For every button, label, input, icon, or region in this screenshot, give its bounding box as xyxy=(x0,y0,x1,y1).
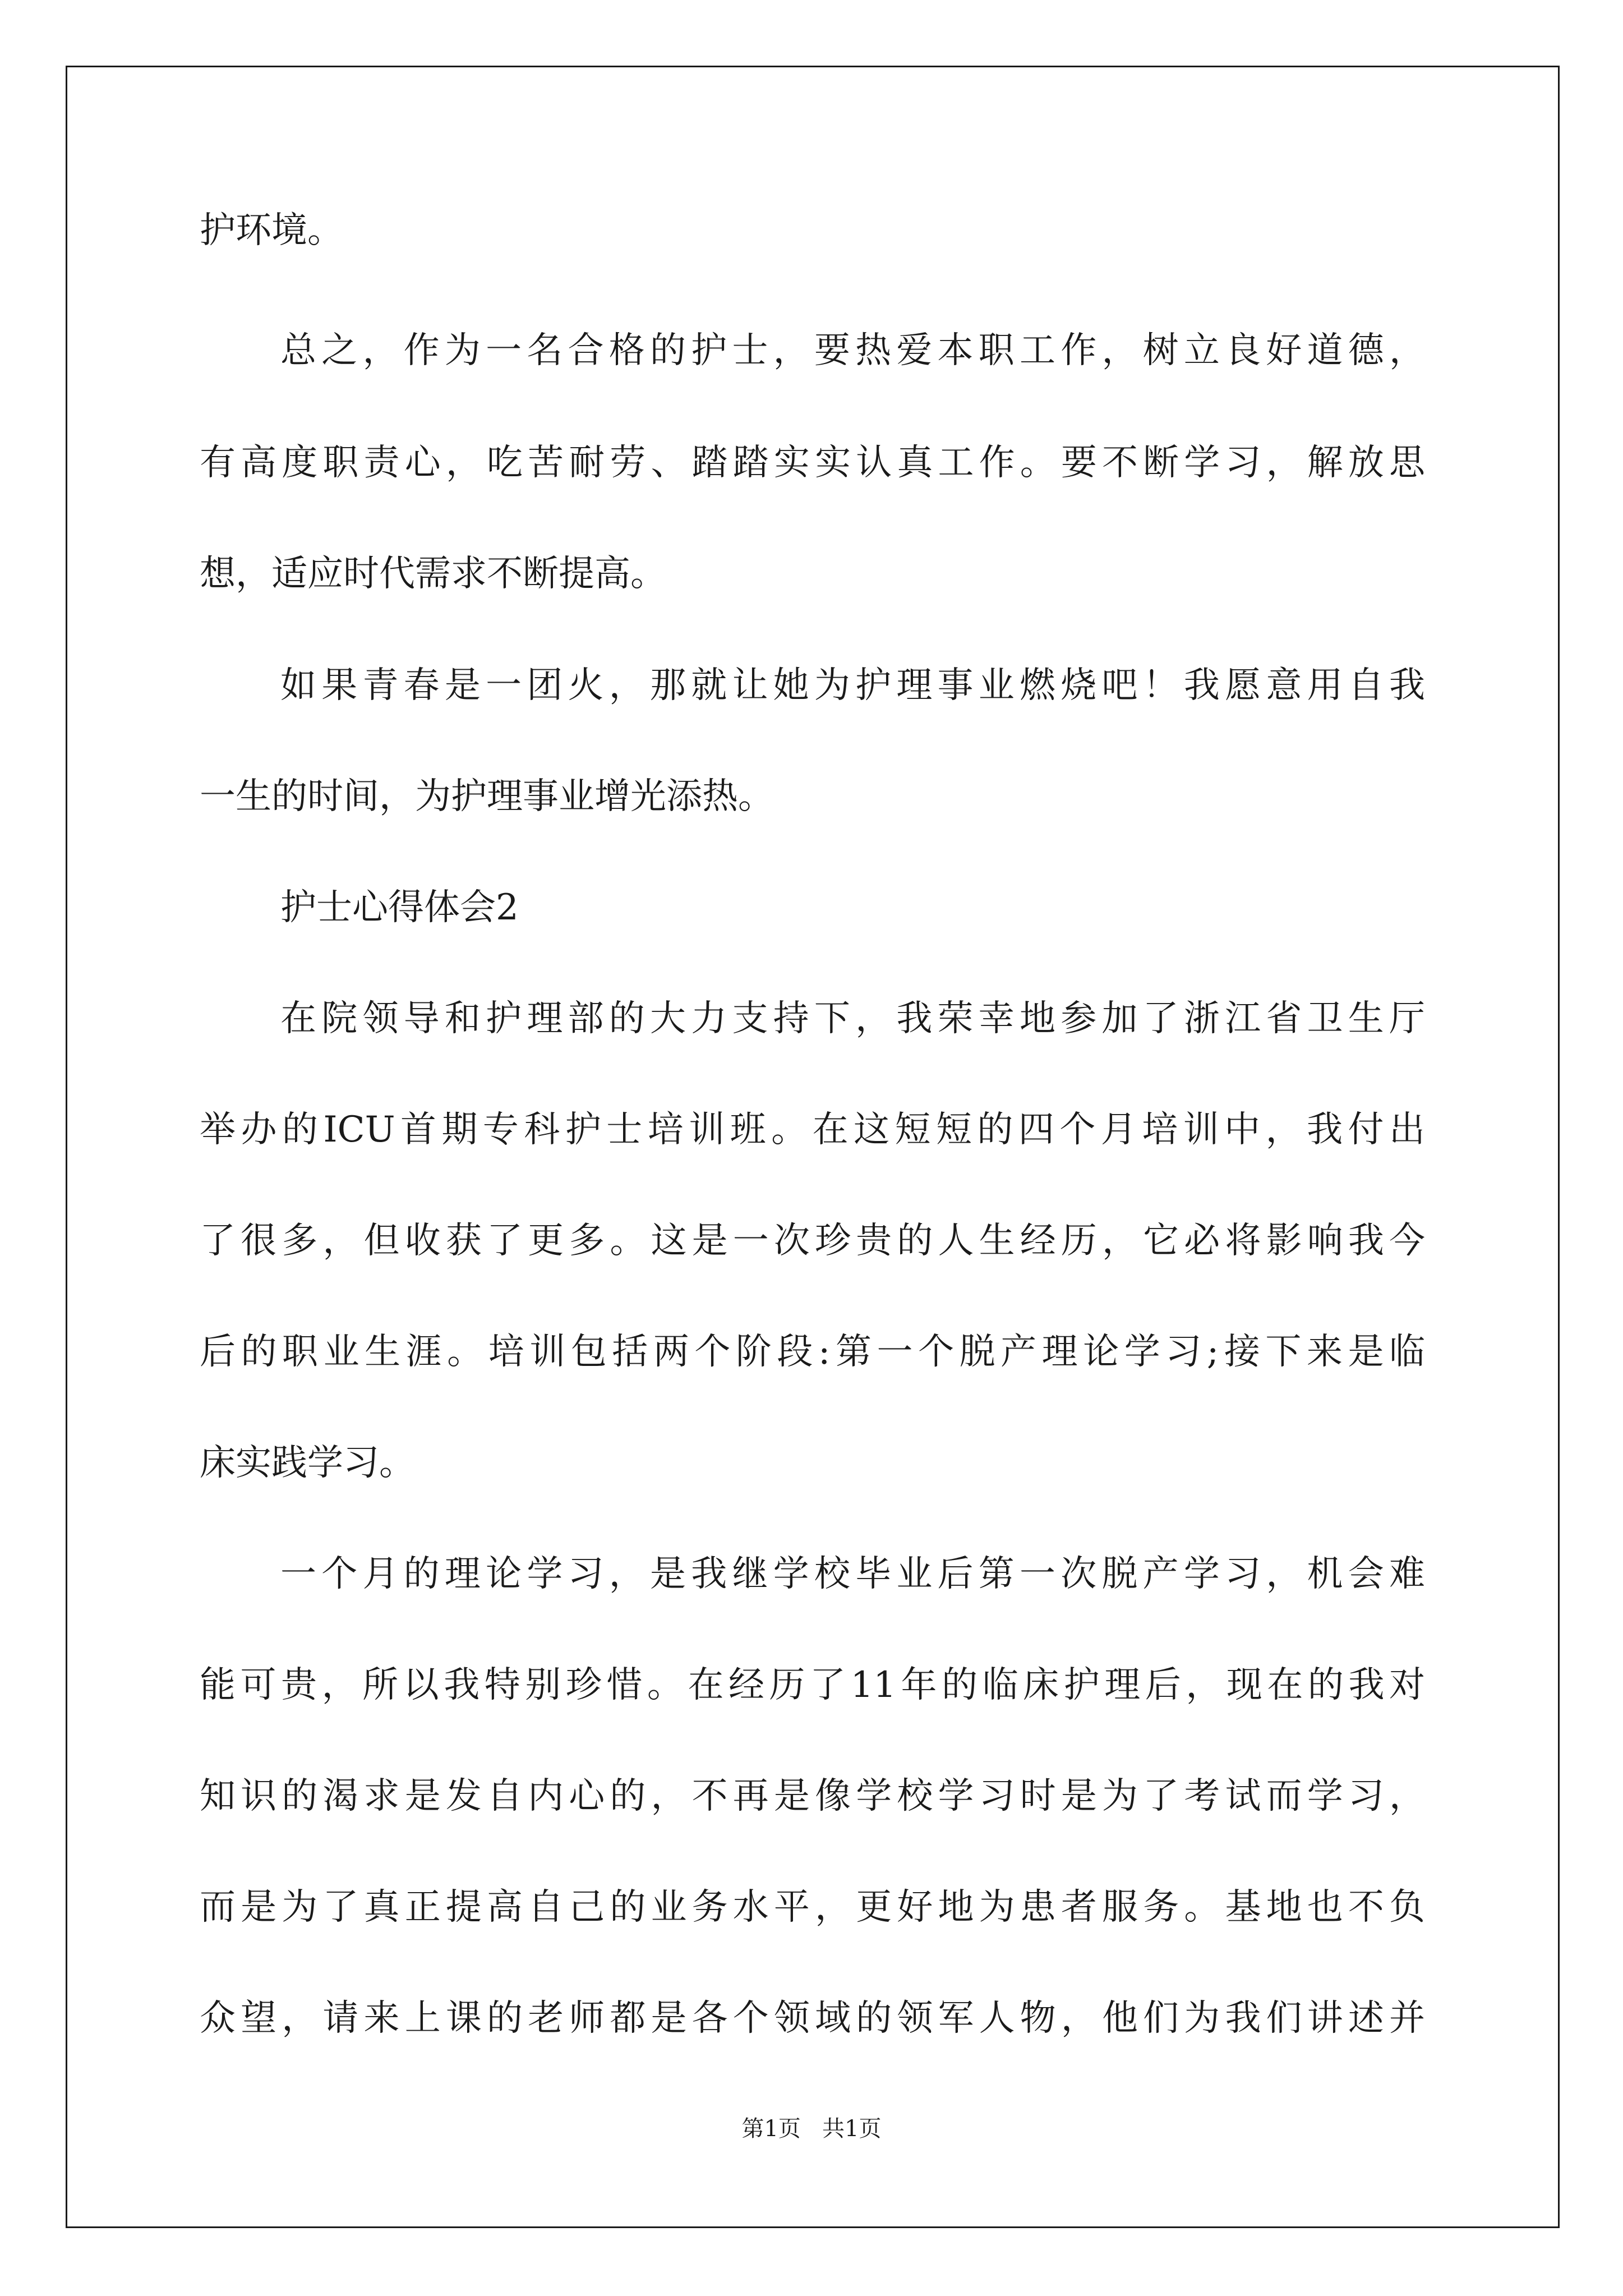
text-line: 后的职业生涯。培训包括两个阶段:第一个脱产理论学习;接下来是临 xyxy=(200,1331,1425,1373)
text-line: 而是为了真正提高自己的业务水平，更好地为患者服务。基地也不负 xyxy=(200,1887,1425,1928)
text-line: 了很多，但收获了更多。这是一次珍贵的人生经历，它必将影响我今 xyxy=(200,1220,1425,1262)
text-line: 在院领导和护理部的大力支持下，我荣幸地参加了浙江省卫生厅 xyxy=(280,998,1425,1039)
text-line: 总之，作为一名合格的护士，要热爱本职工作，树立良好道德， xyxy=(280,330,1425,371)
text-line: 举办的ICU首期专科护士培训班。在这短短的四个月培训中，我付出 xyxy=(200,1109,1425,1151)
text-line: 知识的渴求是发自内心的，不再是像学校学习时是为了考试而学习， xyxy=(200,1775,1425,1817)
text-line: 众望，请来上课的老师都是各个领域的领军人物，他们为我们讲述并 xyxy=(200,1998,1425,2039)
text-line: 一生的时间，为护理事业增光添热。 xyxy=(200,776,774,817)
text-line: 床实践学习。 xyxy=(200,1442,415,1484)
text-line: 能可贵，所以我特别珍惜。在经历了11年的临床护理后，现在的我对 xyxy=(200,1664,1425,1706)
text-line: 有高度职责心，吃苦耐劳、踏踏实实认真工作。要不断学习，解放思 xyxy=(200,442,1425,484)
section-heading: 护士心得体会2 xyxy=(280,887,519,928)
text-line: 想，适应时代需求不断提高。 xyxy=(200,553,666,595)
page-footer: 第1页 共1页 xyxy=(741,2116,882,2142)
text-line: 护环境。 xyxy=(200,210,343,251)
text-line: 如果青春是一团火，那就让她为护理事业燃烧吧！我愿意用自我 xyxy=(280,665,1425,706)
text-line: 一个月的理论学习，是我继学校毕业后第一次脱产学习，机会难 xyxy=(280,1553,1425,1595)
